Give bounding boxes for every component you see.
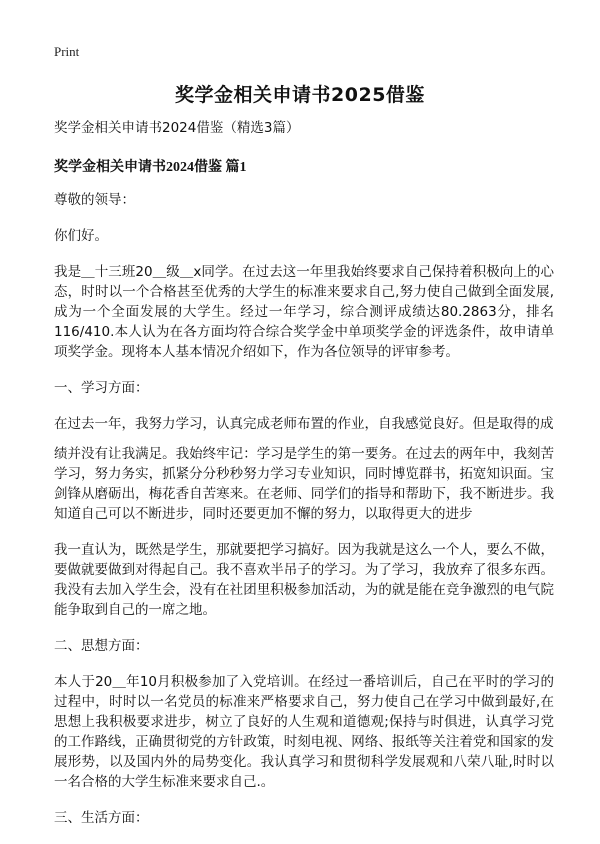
life-heading: 三、生活方面： bbox=[54, 810, 149, 826]
thought-heading: 二、思想方面： bbox=[54, 638, 149, 654]
study-paragraph-1: 在过去一年，我努力学习，认真完成老师布置的作业，自我感觉良好。但是取得的成 bbox=[54, 416, 554, 432]
thought-paragraph: 本人于20＿年10月积极参加了入党培训。在经过一番培训后，自己在平时的学习的过程中，时时以一名党员的标准来严格要求自己，努力使自己在学习中做到最好,在思想上我积极要求进步，树立了良好的人生观和道德观;保持与时俱进，认真学习党的工作路线，正确贯彻党的方针政策，时刻电视、网络、报纸等关注着党和国家的发展形势，以及国内外的局势变化。我认真学习和贯彻科学发展观和八荣八耻,时时以一名合格的大学生标准来要求自己.。 bbox=[54, 674, 554, 790]
salutation: 你们好。 bbox=[54, 228, 108, 244]
intro-paragraph: 我是＿十三班20＿级＿x同学。在过去这一年里我始终要求自己保持着积极向上的心态，时时以一个合格甚至优秀的大学生的标准来要求自己,努力使自己做到全面发展,成为一个全面发展的大学生。经过一年学习，综合测评成绩达80.2863分，排名116/410.本人认为在各方面均符合综合奖学金中单项奖学金的评选条件，故申请单项奖学金。现将本人基本情况介绍如下，作为各位领导的评审参考。 bbox=[54, 264, 554, 360]
greeting: 尊敬的领导： bbox=[54, 192, 135, 208]
print-label: Print bbox=[54, 44, 80, 59]
document-subtitle: 奖学金相关申请书2024借鉴（精选3篇） bbox=[54, 120, 300, 136]
study-heading: 一、学习方面： bbox=[54, 380, 149, 396]
document-body bbox=[54, 118, 554, 844]
study-paragraph-2: 绩并没有让我满足。我始终牢记：学习是学生的第一要务。在过去的两年中，我刻苦学习，努力务实，抓紧分分秒秒努力学习专业知识，同时博览群书，拓宽知识面。宝剑锋从磨砺出，梅花香自苦寒来。在老师、同学们的指导和帮助下，我不断进步。我知道自己可以不断进步，同时还要更加不懈的努力，以取得更大的进步 bbox=[54, 446, 554, 522]
page-title: 奖学金相关申请书2025借鉴 bbox=[175, 84, 425, 106]
study-paragraph-3: 我一直认为，既然是学生，那就要把学习搞好。因为我就是这么一个人，要么不做，要做就要做到对得起自己。我不喜欢半吊子的学习。为了学习，我放弃了很多东西。我没有去加入学生会，没有在社团里积极参加活动，为的就是能在竞争激烈的电气院能争取到自己的一席之地。 bbox=[54, 542, 554, 618]
article-title: 奖学金相关申请书2024借鉴 篇1 bbox=[54, 160, 247, 175]
